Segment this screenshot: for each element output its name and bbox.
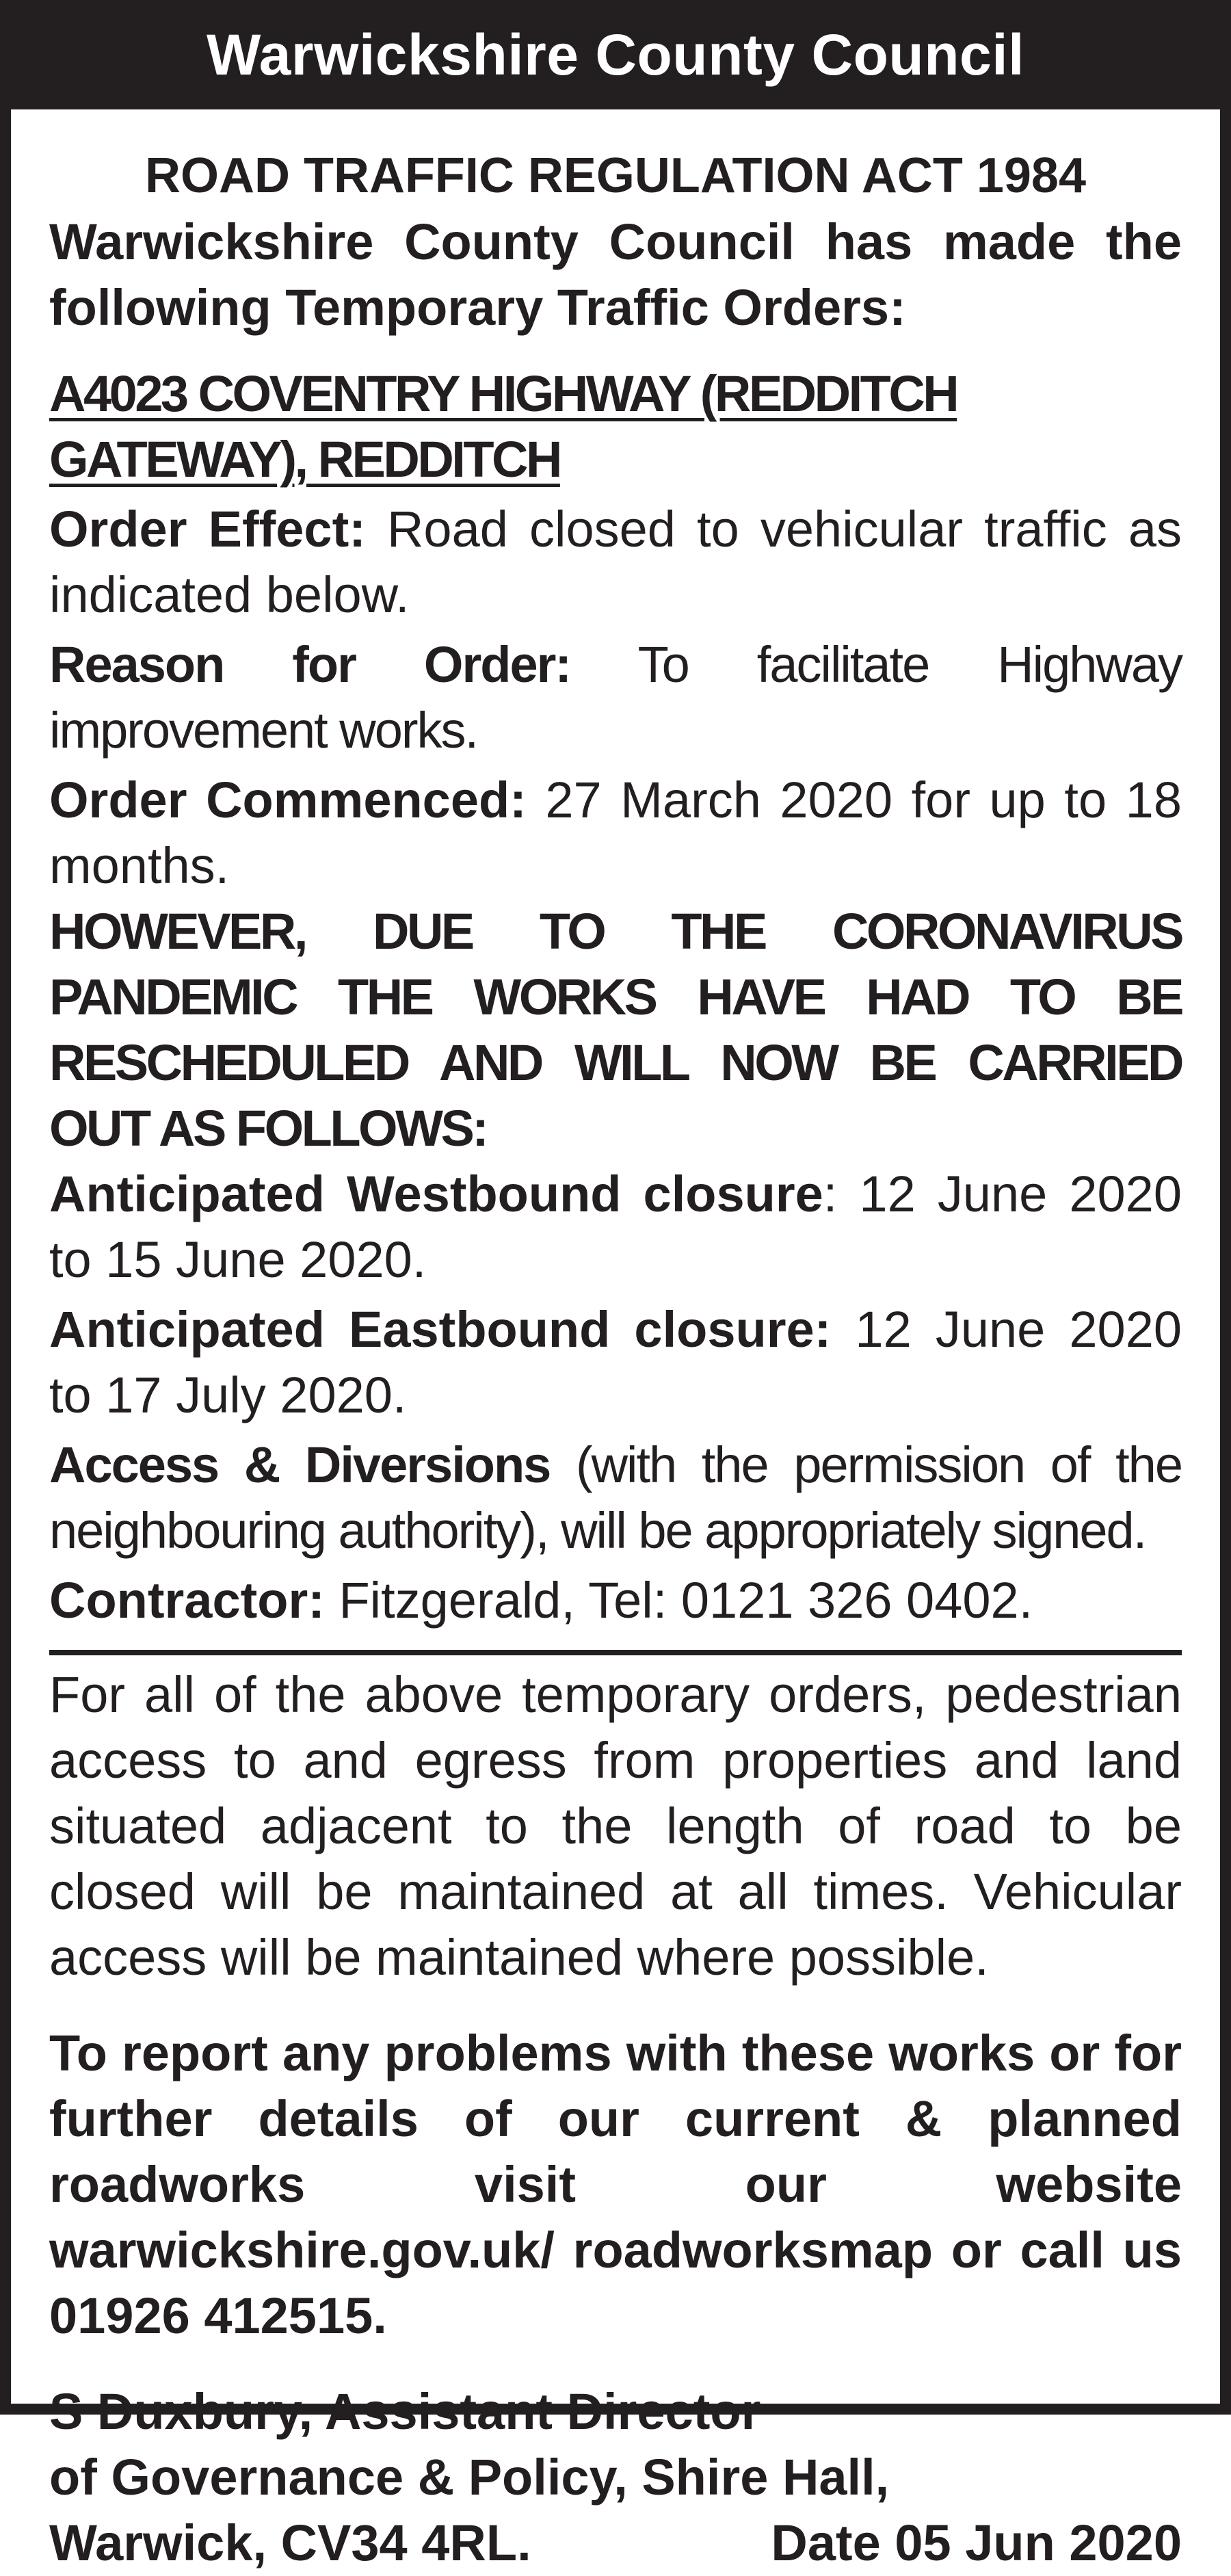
signatory-line-3: Warwick, CV34 4RL. [49, 2514, 531, 2571]
signatory-line-1: S Duxbury, Assistant Director [49, 2383, 761, 2440]
reason-text: To facilitate Highway improvement works. [49, 636, 1182, 759]
section-divider [49, 1650, 1182, 1655]
westbound-text: : 12 June 2020 to 15 June 2020. [49, 1166, 1182, 1288]
order-effect [49, 497, 1182, 628]
eastbound-text: 12 June 2020 to 17 July 2020. [49, 1301, 1182, 1423]
contractor-text: Fitzgerald, Tel: 0121 326 0402. [324, 1572, 1033, 1629]
road-name: A4023 COVENTRY HIGHWAY (REDDITCH GATEWAY), REDDITCH [49, 365, 957, 488]
westbound-closure [49, 1161, 1182, 1293]
report-info: To report any problems with these works or for further details of our current & planned roadworks visit our website warwickshire.gov.uk/ roadworksmap or call us 01926 412515. [49, 2025, 1182, 2344]
order-effect-text: Road closed to vehicular traffic as indicated below. [49, 501, 1182, 623]
contractor [49, 1568, 1182, 1633]
reason-for-order [49, 632, 1182, 763]
westbound-label: Anticipated Westbound closure [49, 1166, 823, 1222]
order-commenced [49, 767, 1182, 899]
reason-label: Reason for Order: [49, 636, 571, 693]
council-title: Warwickshire County Council [207, 23, 1024, 87]
intro-text: Warwickshire County Council has made the following Temporary Traffic Orders: [49, 213, 1182, 336]
signatory-block [49, 2379, 1182, 2576]
act-title: ROAD TRAFFIC REGULATION ACT 1984 [144, 148, 1087, 203]
council-header [0, 0, 1231, 109]
eastbound-label: Anticipated Eastbound closure: [49, 1301, 832, 1358]
notice-date: Date 05 Jun 2020 [771, 2514, 1182, 2571]
signatory-final-line [49, 2510, 1182, 2576]
commenced-label: Order Commenced: [49, 772, 527, 828]
eastbound-closure [49, 1297, 1182, 1428]
access-label: Access & Diversions [49, 1436, 551, 1493]
pandemic-notice: HOWEVER, DUE TO THE CORONAVIRUS PANDEMIC THE WORKS HAVE HAD TO BE RESCHEDULED AND WILL NOW BE CARRIED OUT AS FOLLOWS: [49, 903, 1182, 1157]
pedestrian-access-text: For all of the above temporary orders, pedestrian access to and egress from properties and land situated adjacent to the length of road to be closed will be maintained at all times. Vehicular access will be maintained where possible. [49, 1666, 1182, 1986]
access-diversions [49, 1432, 1182, 1564]
contractor-label: Contractor: [49, 1572, 325, 1629]
signatory-line-2: of Governance & Policy, Shire Hall, [49, 2449, 890, 2506]
order-effect-label: Order Effect: [49, 501, 366, 557]
notice-body [49, 130, 1182, 2576]
access-text: (with the permission of the neighbouring authority), will be appropriately signed. [49, 1436, 1182, 1559]
commenced-text: 27 March 2020 for up to 18 months. [49, 772, 1182, 894]
